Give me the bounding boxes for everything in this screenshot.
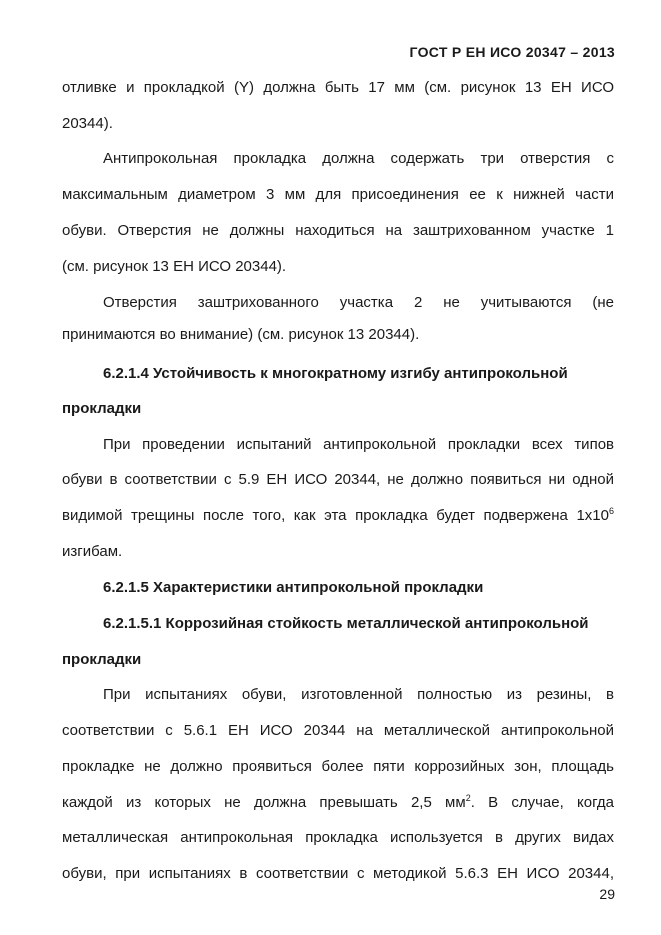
- page-number: 29: [599, 886, 615, 902]
- superscript-exponent: 2: [465, 793, 471, 803]
- section-heading: 6.2.1.4 Устойчивость к многократному изгибу антипрокольной: [103, 365, 568, 382]
- body-line: 20344).: [62, 115, 113, 132]
- body-line: [62, 506, 614, 526]
- body-line: прокладке не должно проявиться более пяти коррозийных зон, площадь: [62, 758, 614, 775]
- body-line: соответствии с 5.6.1 ЕН ИСО 20344 на металлической антипрокольной: [62, 722, 614, 739]
- body-line: принимаются во внимание) (см. рисунок 13 20344).: [62, 326, 420, 343]
- body-line: отливке и прокладкой (Y) должна быть 17 мм (см. рисунок 13 ЕН ИСО: [62, 79, 614, 96]
- body-line: [62, 793, 614, 813]
- section-heading: 6.2.1.5.1 Коррозийная стойкость металлической антипрокольной: [103, 615, 589, 632]
- body-line: обуви. Отверстия не должны находиться на заштрихованном участке 1: [62, 222, 614, 239]
- body-line-text: видимой трещины после того, как эта прокладка будет подвержена 1х10: [62, 507, 609, 524]
- section-heading: прокладки: [62, 400, 142, 417]
- body-line: металлическая антипрокольная прокладка используется в других видах: [62, 829, 614, 846]
- body-line-text: каждой из которых не должна превышать 2,5 мм: [62, 794, 466, 811]
- body-line-text: . В случае, когда: [470, 794, 614, 811]
- body-line: Антипрокольная прокладка должна содержать три отверстия с: [103, 150, 614, 167]
- body-line: (см. рисунок 13 ЕН ИСО 20344).: [62, 258, 287, 275]
- body-line: обуви, при испытаниях в соответствии с методикой 5.6.3 ЕН ИСО 20344,: [62, 865, 614, 882]
- superscript-exponent: 6: [608, 506, 614, 516]
- body-line: изгибам.: [62, 543, 123, 560]
- body-line: При проведении испытаний антипрокольной прокладки всех типов: [103, 436, 614, 453]
- body-line: При испытаниях обуви, изготовленной полностью из резины, в: [103, 686, 614, 703]
- document-header-code: ГОСТ Р ЕН ИСО 20347 – 2013: [409, 44, 615, 60]
- body-line: максимальным диаметром 3 мм для присоединения ее к нижней части: [62, 186, 614, 203]
- section-heading: 6.2.1.5 Характеристики антипрокольной прокладки: [103, 579, 484, 596]
- body-line: Отверстия заштрихованного участка 2 не учитываются (не: [103, 294, 614, 311]
- section-heading: прокладки: [62, 651, 142, 668]
- body-line: обуви в соответствии с 5.9 ЕН ИСО 20344, не должно появиться ни одной: [62, 471, 614, 488]
